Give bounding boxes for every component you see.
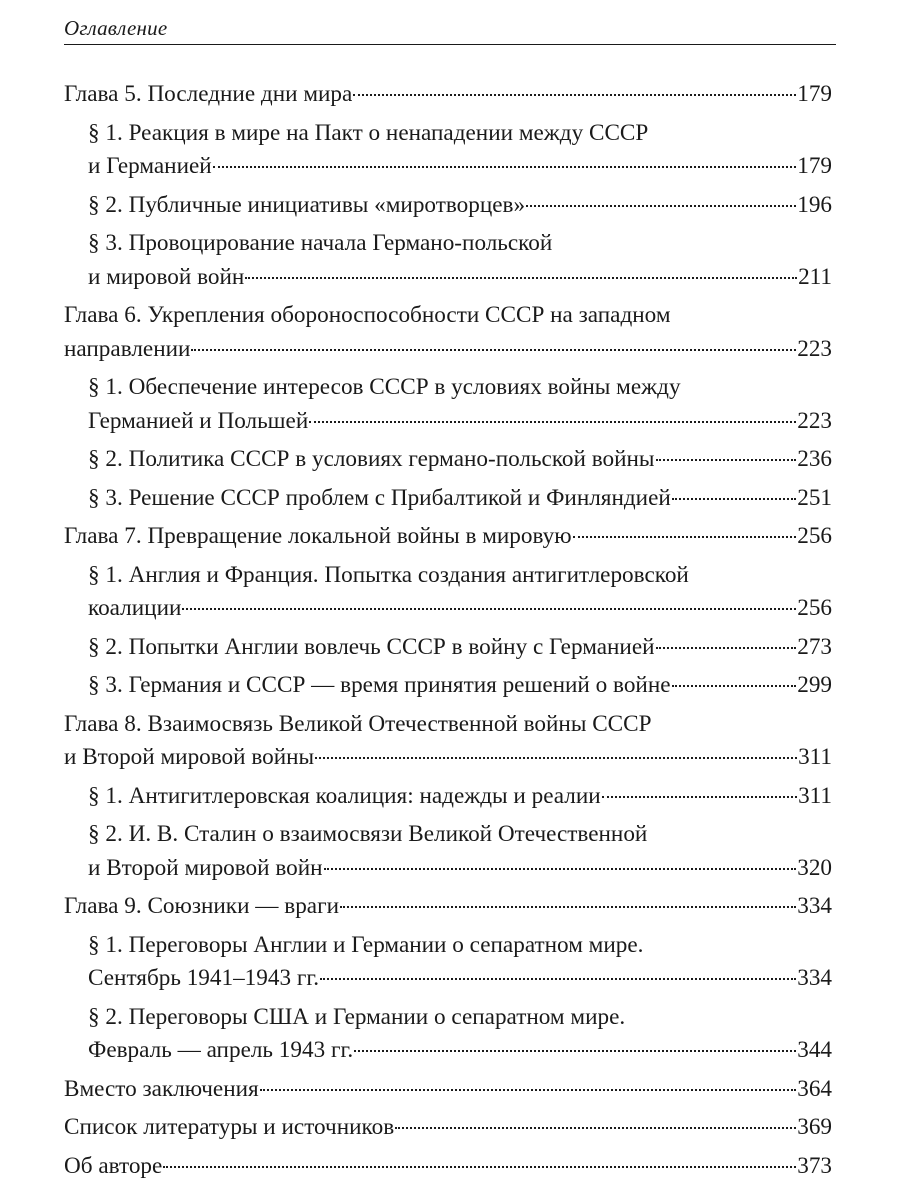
toc-entry-last-line: [88, 482, 832, 516]
dot-leader: [656, 647, 797, 649]
dot-leader: [672, 685, 797, 687]
toc-entry-title-line: § 1. Англия и Франция. Попытка создания антигитлеровской: [88, 561, 689, 588]
toc-section-entry[interactable]: [64, 780, 832, 814]
page-number: 236: [797, 446, 832, 472]
dot-leader: [672, 498, 796, 500]
toc-entry-title: коалиции: [88, 595, 182, 621]
toc-entry-title-line: § 1. Переговоры Англии и Германии о сепаратном мире.: [88, 931, 644, 958]
toc-entry-title: Сентябрь 1941–1943 гг.: [88, 965, 320, 991]
toc-entry-last-line: [88, 669, 832, 703]
toc-section-entry[interactable]: [64, 929, 832, 996]
dot-leader: [213, 166, 797, 168]
toc-entry-title: направлении: [64, 335, 191, 362]
toc-section-entry[interactable]: [64, 117, 832, 184]
toc-entry-title-line: § 1. Обеспечение интересов СССР в условиях войны между: [88, 374, 681, 400]
toc-entry-title: Список литературы и источников: [64, 1114, 395, 1140]
dot-leader: [315, 757, 797, 759]
toc-entry-title: Вместо заключения: [64, 1075, 259, 1102]
toc-entry-last-line: [64, 890, 832, 924]
toc-entry-title: § 1. Антигитлеровская коалиция: надежды и реалии: [88, 782, 601, 809]
toc-entry-title: § 3. Германия и СССР — время принятия решений о войне: [88, 672, 671, 698]
toc-entry-title-line: Глава 8. Взаимосвязь Великой Отечественной войны СССР: [64, 710, 652, 737]
toc-entry-title-line: § 2. И. В. Сталин о взаимосвязи Великой Отечественной: [88, 821, 648, 847]
dot-leader: [309, 421, 796, 423]
page-number: 299: [797, 672, 832, 698]
toc-chapter-entry[interactable]: [64, 520, 832, 554]
toc-section-entry[interactable]: [64, 227, 832, 294]
page-number: 311: [798, 744, 832, 770]
dot-leader: [573, 536, 797, 538]
toc-entry-last-line: [88, 405, 832, 439]
dot-leader: [245, 277, 797, 279]
page-number: 211: [798, 263, 832, 290]
page-number: 256: [797, 595, 832, 621]
dot-leader: [260, 1089, 797, 1091]
toc-entry-last-line: [88, 1034, 832, 1068]
page-number: 373: [797, 1152, 832, 1179]
dot-leader: [395, 1127, 796, 1129]
toc-chapter-entry[interactable]: [64, 890, 832, 924]
toc-section-entry[interactable]: [64, 443, 832, 477]
toc-section-entry[interactable]: [64, 559, 832, 626]
dot-leader: [656, 459, 797, 461]
page-number: 179: [797, 81, 832, 107]
toc-entry-title-line: § 1. Реакция в мире на Пакт о ненападении между СССР: [88, 119, 649, 146]
toc-entry-title: и Второй мировой войн: [88, 854, 323, 881]
toc-entry-last-line: [64, 1111, 832, 1145]
toc-entry-last-line: [64, 741, 832, 775]
toc-entry-title: и Германией: [88, 153, 212, 179]
toc-entry-last-line: [88, 780, 832, 814]
toc-section-entry[interactable]: [64, 818, 832, 885]
page-number: 196: [797, 191, 832, 218]
page-number: 251: [797, 484, 832, 511]
toc-entry-last-line: [64, 333, 832, 367]
page-number: 364: [797, 1075, 832, 1102]
dot-leader: [191, 349, 796, 351]
table-of-contents: [64, 78, 832, 1188]
toc-chapter-entry[interactable]: [64, 78, 832, 112]
dot-leader: [182, 608, 796, 610]
toc-entry-last-line: [64, 1150, 832, 1184]
toc-section-entry[interactable]: [64, 482, 832, 516]
toc-section-entry[interactable]: [64, 371, 832, 438]
page-number: 256: [797, 523, 832, 549]
toc-chapter-entry[interactable]: [64, 299, 832, 366]
toc-entry-last-line: [88, 261, 832, 295]
toc-entry-title-line: § 3. Провоцирование начала Германо-польской: [88, 230, 553, 256]
toc-chapter-entry[interactable]: [64, 1111, 832, 1145]
dot-leader: [602, 796, 797, 798]
toc-entry-title: Глава 9. Союзники — враги: [64, 893, 340, 919]
toc-entry-title: Глава 5. Последние дни мира: [64, 81, 353, 107]
toc-entry-title: и Второй мировой войны: [64, 744, 315, 770]
toc-entry-title: Об авторе: [64, 1152, 163, 1179]
page-number: 311: [798, 782, 832, 809]
page-number: 320: [797, 854, 832, 881]
page-number: 273: [797, 633, 832, 660]
dot-leader: [324, 868, 797, 870]
toc-section-entry[interactable]: [64, 189, 832, 223]
toc-entry-last-line: [88, 189, 832, 223]
page-number: 344: [797, 1037, 832, 1063]
dot-leader: [526, 205, 796, 207]
toc-entry-title: Февраль — апрель 1943 гг.: [88, 1037, 354, 1063]
page-number: 179: [797, 153, 832, 179]
toc-entry-last-line: [64, 78, 832, 112]
page-number: 334: [797, 965, 832, 991]
toc-entry-title: § 2. Политика СССР в условиях германо-польской войны: [88, 446, 655, 472]
toc-entry-title: Глава 7. Превращение локальной войны в мировую: [64, 523, 572, 549]
running-header: Оглавление: [64, 16, 168, 40]
toc-entry-last-line: [64, 1073, 832, 1107]
toc-entry-last-line: [88, 443, 832, 477]
toc-entry-last-line: [64, 520, 832, 554]
page-number: 334: [797, 893, 832, 919]
dot-leader: [320, 978, 796, 980]
toc-chapter-entry[interactable]: [64, 1150, 832, 1184]
toc-chapter-entry[interactable]: [64, 708, 832, 775]
dot-leader: [340, 906, 796, 908]
dot-leader: [354, 1050, 796, 1052]
toc-entry-title: § 2. Попытки Англии вовлечь СССР в войну с Германией: [88, 633, 655, 660]
toc-entry-title-line: Глава 6. Укрепления обороноспособности СССР на западном: [64, 302, 671, 328]
toc-entry-title: Германией и Польшей: [88, 407, 309, 434]
page-number: 223: [797, 335, 832, 362]
toc-entry-last-line: [88, 962, 832, 996]
toc-entry-title-line: § 2. Переговоры США и Германии о сепаратном мире.: [88, 1003, 626, 1030]
toc-section-entry[interactable]: [64, 1001, 832, 1068]
toc-entry-title: § 3. Решение СССР проблем с Прибалтикой и Финляндией: [88, 484, 671, 511]
page-number: 223: [797, 407, 832, 434]
header-rule: [64, 44, 836, 45]
toc-entry-last-line: [88, 852, 832, 886]
toc-entry-title: и мировой войн: [88, 263, 245, 290]
toc-entry-last-line: [88, 592, 832, 626]
dot-leader: [353, 94, 796, 96]
toc-section-entry[interactable]: [64, 669, 832, 703]
dot-leader: [163, 1166, 796, 1168]
toc-entry-last-line: [88, 150, 832, 184]
toc-section-entry[interactable]: [64, 631, 832, 665]
toc-chapter-entry[interactable]: [64, 1073, 832, 1107]
toc-entry-title: § 2. Публичные инициативы «миротворцев»: [88, 191, 526, 218]
toc-entry-last-line: [88, 631, 832, 665]
page-number: 369: [797, 1114, 832, 1140]
